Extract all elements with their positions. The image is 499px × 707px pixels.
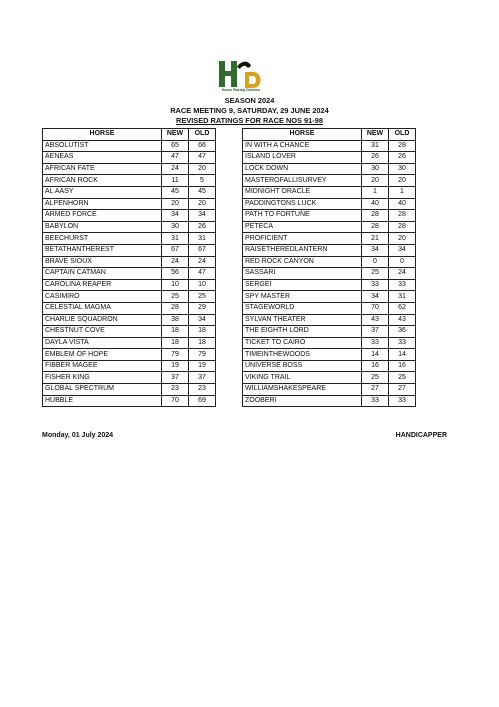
old-rating-cell: 25 [389,372,416,384]
old-rating-cell: 47 [189,268,216,280]
horse-name-cell: CHARLIE SQUADRON [43,314,162,326]
horse-name-cell: VIKING TRAIL [243,372,362,384]
table-row [243,152,416,164]
horse-name-cell: CHESTNUT COVE [43,326,162,338]
horse-name-cell: PROFICIENT [243,233,362,245]
new-rating-cell: 25 [362,372,389,384]
column-header-old: OLD [389,129,416,141]
meeting-title: RACE MEETING 9, SATURDAY, 29 JUNE 2024 [170,106,329,115]
table-row [43,279,216,291]
new-rating-cell: 31 [162,233,189,245]
season-title: SEASON 2024 [224,96,275,105]
new-rating-cell: 33 [362,337,389,349]
old-rating-cell: 31 [189,233,216,245]
old-rating-cell: 19 [189,360,216,372]
horse-name-cell: STAGEWORLD [243,302,362,314]
table-row [243,384,416,396]
new-rating-cell: 47 [162,152,189,164]
horse-name-cell: TICKET TO CAIRO [243,337,362,349]
horse-name-cell: BETATHANTHEREST [43,244,162,256]
horse-name-cell: IN WITH A CHANCE [243,140,362,152]
old-rating-cell: 36 [389,326,416,338]
table-row [243,326,416,338]
new-rating-cell: 70 [162,395,189,407]
column-header-new: NEW [162,129,189,141]
table-row [43,326,216,338]
table-row [43,198,216,210]
horse-name-cell: PADDINGTONS LUCK [243,198,362,210]
column-header-horse: HORSE [43,129,162,141]
old-rating-cell: 79 [189,349,216,361]
old-rating-cell: 20 [189,198,216,210]
old-rating-cell: 43 [389,314,416,326]
new-rating-cell: 28 [162,302,189,314]
new-rating-cell: 38 [162,314,189,326]
horse-name-cell: EMBLEM OF HOPE [43,349,162,361]
column-header-old: OLD [189,129,216,141]
horse-name-cell: AL AASY [43,186,162,198]
new-rating-cell: 65 [162,140,189,152]
old-rating-cell: 67 [189,244,216,256]
horse-name-cell: THE EIGHTH LORD [243,326,362,338]
horse-name-cell: ARMED FORCE [43,210,162,222]
horse-name-cell: SPY MASTER [243,291,362,303]
table-row [43,302,216,314]
new-rating-cell: 28 [362,210,389,222]
new-rating-cell: 18 [162,337,189,349]
horse-name-cell: BRAVE SIOUX [43,256,162,268]
table-row [43,337,216,349]
table-row [43,244,216,256]
horse-name-cell: DAYLA VISTA [43,337,162,349]
old-rating-cell: 40 [389,198,416,210]
old-rating-cell: 29 [189,302,216,314]
old-rating-cell: 66 [189,140,216,152]
horse-name-cell: CASIMIRO [43,291,162,303]
ratings-body-right [243,140,416,407]
horse-name-cell: AFRICAN ROCK [43,175,162,187]
table-row [43,291,216,303]
old-rating-cell: 25 [189,291,216,303]
old-rating-cell: 28 [389,140,416,152]
old-rating-cell: 37 [189,372,216,384]
table-row [43,186,216,198]
table-row [243,186,416,198]
horse-name-cell: SERGEI [243,279,362,291]
table-header-row [243,129,416,141]
new-rating-cell: 26 [362,152,389,164]
new-rating-cell: 24 [162,163,189,175]
new-rating-cell: 67 [162,244,189,256]
horse-name-cell: SASSARI [243,268,362,280]
horse-name-cell: GLOBAL SPECTRUM [43,384,162,396]
new-rating-cell: 20 [162,198,189,210]
old-rating-cell: 62 [389,302,416,314]
table-row [43,221,216,233]
old-rating-cell: 69 [189,395,216,407]
new-rating-cell: 27 [362,384,389,396]
column-header-new: NEW [362,129,389,141]
old-rating-cell: 33 [389,395,416,407]
new-rating-cell: 43 [362,314,389,326]
table-row [43,256,216,268]
table-row [43,210,216,222]
new-rating-cell: 1 [362,186,389,198]
table-row [243,221,416,233]
new-rating-cell: 23 [162,384,189,396]
old-rating-cell: 23 [189,384,216,396]
old-rating-cell: 28 [389,221,416,233]
new-rating-cell: 11 [162,175,189,187]
new-rating-cell: 21 [362,233,389,245]
table-row [243,175,416,187]
new-rating-cell: 30 [162,221,189,233]
table-row [243,198,416,210]
horse-name-cell: ISLAND LOVER [243,152,362,164]
horse-name-cell: AENEAS [43,152,162,164]
column-header-horse: HORSE [243,129,362,141]
old-rating-cell: 34 [189,210,216,222]
horse-name-cell: RED ROCK CANYON [243,256,362,268]
new-rating-cell: 34 [362,291,389,303]
horse-racing-division-logo-icon [215,58,269,92]
revised-ratings-title: REVISED RATINGS FOR RACE NOS 91-98 [176,116,323,125]
table-row [243,337,416,349]
horse-name-cell: RAISETHEREDLANTERN [243,244,362,256]
old-rating-cell: 30 [389,163,416,175]
new-rating-cell: 34 [362,244,389,256]
new-rating-cell: 14 [362,349,389,361]
old-rating-cell: 34 [389,244,416,256]
horse-name-cell: BEECHURST [43,233,162,245]
horse-name-cell: CAROLINA REAPER [43,279,162,291]
table-row [243,268,416,280]
table-row [243,244,416,256]
horse-name-cell: MASTEROFALLISURVEY [243,175,362,187]
new-rating-cell: 33 [362,279,389,291]
horse-name-cell: TIMEINTHEWOODS [243,349,362,361]
table-row [243,302,416,314]
new-rating-cell: 0 [362,256,389,268]
table-row [43,152,216,164]
table-row [243,349,416,361]
table-row [43,349,216,361]
new-rating-cell: 31 [362,140,389,152]
old-rating-cell: 45 [189,186,216,198]
old-rating-cell: 34 [189,314,216,326]
new-rating-cell: 37 [362,326,389,338]
horse-name-cell: PETECA [243,221,362,233]
new-rating-cell: 45 [162,186,189,198]
new-rating-cell: 18 [162,326,189,338]
horse-name-cell: WILLIAMSHAKESPEARE [243,384,362,396]
old-rating-cell: 20 [389,175,416,187]
old-rating-cell: 33 [389,279,416,291]
table-row [243,314,416,326]
old-rating-cell: 10 [189,279,216,291]
old-rating-cell: 47 [189,152,216,164]
new-rating-cell: 70 [362,302,389,314]
new-rating-cell: 10 [162,279,189,291]
table-row [243,279,416,291]
table-row [243,372,416,384]
new-rating-cell: 19 [162,360,189,372]
horse-name-cell: ZOOBERI [243,395,362,407]
old-rating-cell: 26 [389,152,416,164]
old-rating-cell: 18 [189,326,216,338]
table-row [43,233,216,245]
old-rating-cell: 24 [389,268,416,280]
horse-name-cell: MIDNIGHT ORACLE [243,186,362,198]
table-row [43,163,216,175]
old-rating-cell: 14 [389,349,416,361]
horse-name-cell: CAPTAIN CATMAN [43,268,162,280]
old-rating-cell: 0 [389,256,416,268]
old-rating-cell: 5 [189,175,216,187]
table-row [43,268,216,280]
new-rating-cell: 30 [362,163,389,175]
table-row [243,140,416,152]
handicapper-signature: HANDICAPPER [395,432,447,439]
new-rating-cell: 25 [162,291,189,303]
new-rating-cell: 33 [362,395,389,407]
table-row [43,360,216,372]
new-rating-cell: 24 [162,256,189,268]
horse-name-cell: PATH TO FORTUNE [243,210,362,222]
new-rating-cell: 25 [362,268,389,280]
ratings-body-left [43,140,216,407]
ratings-table-left [42,128,216,407]
horse-name-cell: BABYLON [43,221,162,233]
horse-name-cell: LOCK DOWN [243,163,362,175]
issue-date: Monday, 01 July 2024 [42,432,114,439]
new-rating-cell: 56 [162,268,189,280]
table-row [243,233,416,245]
horse-name-cell: CELESTIAL MAGMA [43,302,162,314]
table-row [243,395,416,407]
table-row [243,163,416,175]
table-row [243,210,416,222]
old-rating-cell: 24 [189,256,216,268]
new-rating-cell: 34 [162,210,189,222]
horse-name-cell: ABSOLUTIST [43,140,162,152]
horse-name-cell: ALPENHORN [43,198,162,210]
new-rating-cell: 37 [162,372,189,384]
new-rating-cell: 79 [162,349,189,361]
new-rating-cell: 28 [362,221,389,233]
table-row [43,372,216,384]
horse-name-cell: HUBBLE [43,395,162,407]
horse-name-cell: UNIVERSE BOSS [243,360,362,372]
old-rating-cell: 33 [389,337,416,349]
old-rating-cell: 20 [389,233,416,245]
table-header-row [43,129,216,141]
logo-caption: Horse Racing Division [221,88,261,92]
table-row [43,395,216,407]
old-rating-cell: 31 [389,291,416,303]
table-row [43,314,216,326]
old-rating-cell: 1 [389,186,416,198]
horse-name-cell: AFRICAN FATE [43,163,162,175]
old-rating-cell: 18 [189,337,216,349]
horse-name-cell: FIBBER MAGEE [43,360,162,372]
horse-name-cell: SYLVAN THEATER [243,314,362,326]
new-rating-cell: 40 [362,198,389,210]
horse-name-cell: FISHER KING [43,372,162,384]
table-row [243,256,416,268]
old-rating-cell: 26 [189,221,216,233]
old-rating-cell: 28 [389,210,416,222]
table-row [43,175,216,187]
table-row [243,291,416,303]
new-rating-cell: 20 [362,175,389,187]
old-rating-cell: 20 [189,163,216,175]
new-rating-cell: 16 [362,360,389,372]
table-row [43,384,216,396]
old-rating-cell: 27 [389,384,416,396]
ratings-table-right [242,128,416,407]
table-row [43,140,216,152]
table-row [243,360,416,372]
old-rating-cell: 16 [389,360,416,372]
